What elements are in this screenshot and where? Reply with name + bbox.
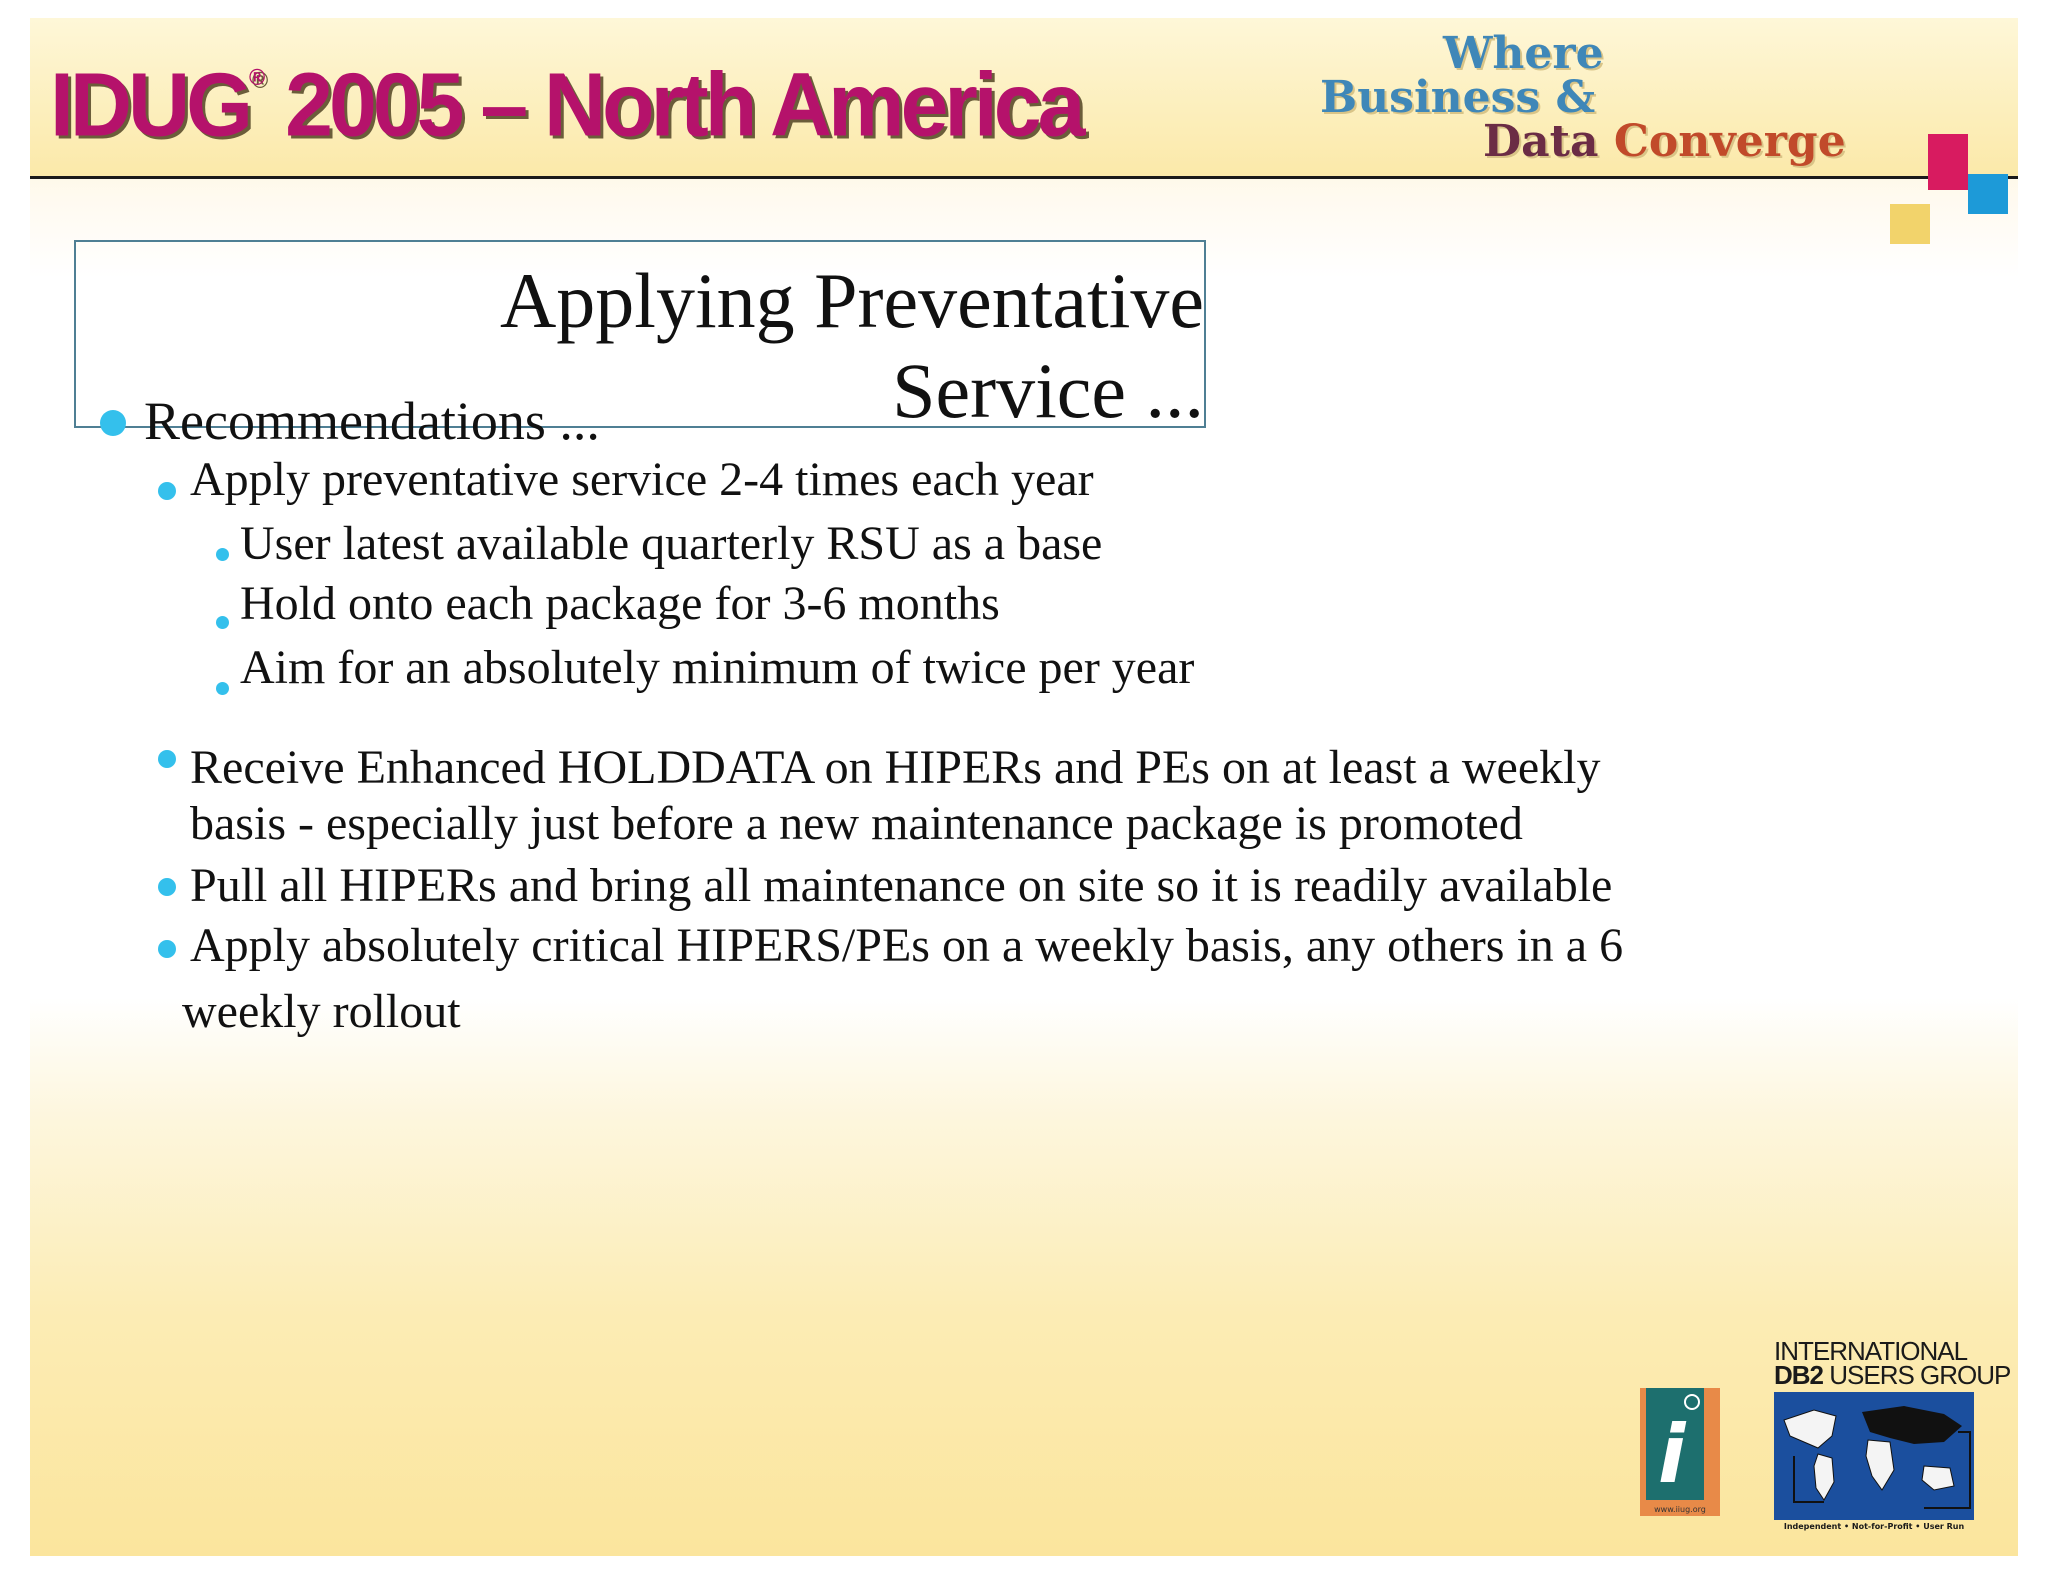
slide <box>30 18 2018 1556</box>
bullet-level-3: Aim for an absolutely minimum of twice per year <box>240 641 1195 694</box>
bullet-dot-icon <box>216 682 229 695</box>
bullet-dot-icon <box>100 410 126 436</box>
idug-motto: Independent • Not-for-Profit • User Run <box>1783 1522 1965 1531</box>
bullet-dot-icon <box>158 940 176 958</box>
slide-header <box>30 18 2018 176</box>
bullet-level-3: User latest available quarterly RSU as a base <box>240 517 1103 570</box>
bullet-level-1: Recommendations ... <box>144 391 600 451</box>
conference-title: IDUG® 2005 – North America <box>50 54 1082 156</box>
decorative-square-cyan <box>1968 174 2008 214</box>
iiug-logo <box>1640 1388 1720 1516</box>
slide-title: Applying Preventative Service ... <box>499 257 1204 434</box>
i-glyph-icon: i <box>1658 1408 1686 1501</box>
bullet-dot-icon <box>216 616 229 629</box>
globe-icon <box>1684 1394 1700 1410</box>
iiug-logo-panel <box>1646 1388 1704 1500</box>
tagline-line-3: Data Converge <box>1483 116 1846 167</box>
bullet-level-2-continuation: basis - especially just before a new maintenance package is promoted <box>190 797 1523 850</box>
bullet-level-3: Hold onto each package for 3-6 months <box>240 577 1000 630</box>
tagline-line-1: Where <box>1443 28 1604 79</box>
world-map-icon <box>1774 1392 1974 1520</box>
bullet-level-2: Pull all HIPERs and bring all maintenance on site so it is readily available <box>190 859 1613 912</box>
bullet-level-2: Receive Enhanced HOLDDATA on HIPERs and PEs on at least a weekly <box>190 741 1601 794</box>
bullet-level-2: Apply preventative service 2-4 times each year <box>190 453 1094 506</box>
bullet-dot-icon <box>158 482 176 500</box>
bullet-dot-icon <box>216 548 229 561</box>
iiug-url: www.iiug.org <box>1654 1505 1706 1514</box>
header-divider <box>30 176 2018 179</box>
decorative-square-magenta <box>1928 134 1968 190</box>
idug-logo <box>1774 1336 2011 1536</box>
bullet-level-2: Apply absolutely critical HIPERS/PEs on a weekly basis, any others in a 6 <box>190 919 1624 972</box>
decorative-square-yellow <box>1890 204 1930 244</box>
idug-name-line-1: INTERNATIONAL <box>1774 1336 1968 1366</box>
bullet-dot-icon <box>158 750 176 768</box>
idug-name-line-2: DB2 USERS GROUP <box>1774 1360 2011 1390</box>
bullet-dot-icon <box>158 878 176 896</box>
tagline-line-2: Business & <box>1320 72 1596 123</box>
bullet-level-2-continuation: weekly rollout <box>182 985 461 1038</box>
